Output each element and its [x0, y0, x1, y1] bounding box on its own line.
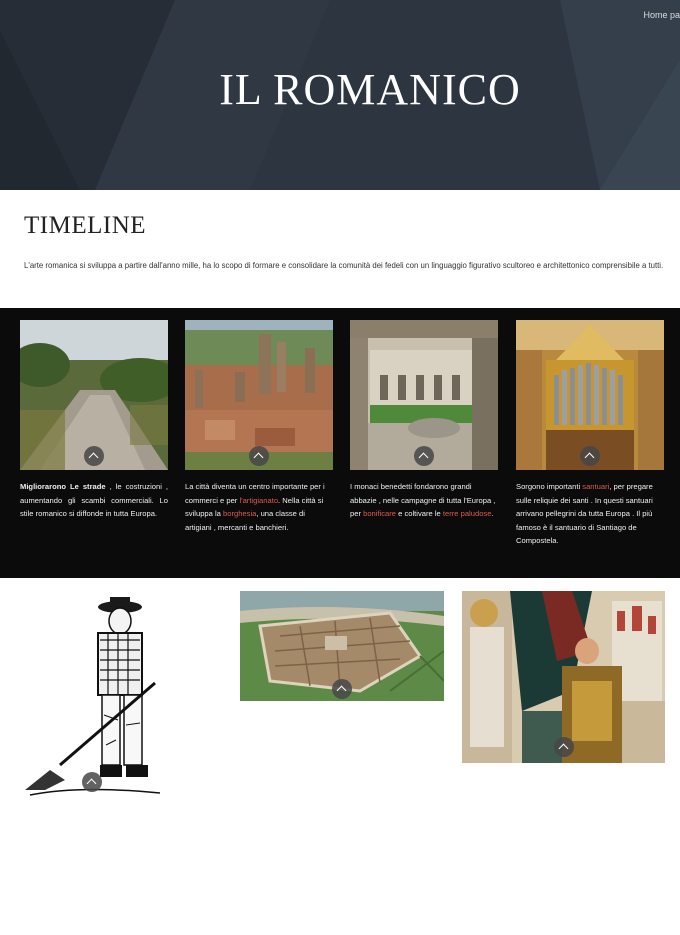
- expand-chevron-icon[interactable]: [249, 446, 269, 466]
- timeline-card-roads: [20, 320, 168, 521]
- card-text: [20, 480, 168, 521]
- cloister-photo: [350, 320, 498, 470]
- walled-city-aerial: [240, 591, 444, 701]
- card-body-text: , una classe di artigiani , mercanti e banchieri.: [185, 509, 305, 532]
- expand-chevron-icon[interactable]: [84, 446, 104, 466]
- expand-chevron-icon[interactable]: [332, 679, 352, 699]
- roman-road-photo: [20, 320, 168, 470]
- expand-chevron-icon[interactable]: [580, 446, 600, 466]
- timeline-section: [0, 190, 680, 308]
- timeline-card-cities: [185, 320, 333, 534]
- card-text: [350, 480, 498, 521]
- card-body-text: Sorgono importanti: [516, 482, 583, 491]
- church-organ-photo: [516, 320, 664, 470]
- card-text: [516, 480, 664, 548]
- timeline-cards-strip: [0, 308, 680, 578]
- card-text: [185, 480, 333, 534]
- timeline-card-abbeys: [350, 320, 498, 521]
- timeline-intro: L'arte romanica si sviluppa a partire dall'anno mille, ha lo scopo di formare e consolidare la comunità dei fedeli con un linguaggio figurativo scultoreo e architettonico comprensibile a tutti.: [24, 261, 664, 270]
- card-body-text: , le costruzioni , aumentando gli scambi commerciali. Lo stile romanico si diffonde in tutta Europa.: [20, 482, 169, 518]
- card-body-text: , per pregare sulle reliquie dei santi . In questi santuari arrivano pellegrini da tutta Europa . Il più famoso è il santuario di Santiago de Compostela.: [516, 482, 653, 545]
- highlight-term: borghesia: [223, 509, 257, 518]
- hero-banner: [0, 0, 680, 190]
- page-title: IL ROMANICO: [219, 65, 521, 114]
- expand-chevron-icon[interactable]: [414, 446, 434, 466]
- peasant-hoeing-drawing: [20, 595, 170, 800]
- card-bold-text: Migliorarono Le strade: [20, 482, 106, 491]
- medieval-fresco: [462, 591, 665, 763]
- card-body-text: I monaci benedetti fondarono grandi abbazie , nelle campagne di tutta l'Europa , per: [350, 482, 496, 518]
- highlight-term: bonificare: [363, 509, 397, 518]
- timeline-heading: TIMELINE: [24, 212, 147, 239]
- highlight-term: terre paludose: [442, 509, 492, 518]
- card-body-text: . Nella città si sviluppa la: [185, 495, 324, 518]
- highlight-term: l'artigianato: [239, 495, 279, 505]
- expand-chevron-icon[interactable]: [554, 737, 574, 757]
- card-body-text: .: [491, 509, 494, 518]
- card-body-text: e coltivare le: [396, 509, 443, 518]
- medieval-town-photo: [185, 320, 333, 470]
- timeline-card-sanctuaries: [516, 320, 664, 548]
- expand-chevron-icon[interactable]: [82, 772, 102, 792]
- nav-link-home[interactable]: Home pa: [643, 10, 680, 20]
- card-body-text: La città diventa un centro importante per i commerci e per: [185, 482, 325, 505]
- highlight-term: santuari: [582, 482, 610, 491]
